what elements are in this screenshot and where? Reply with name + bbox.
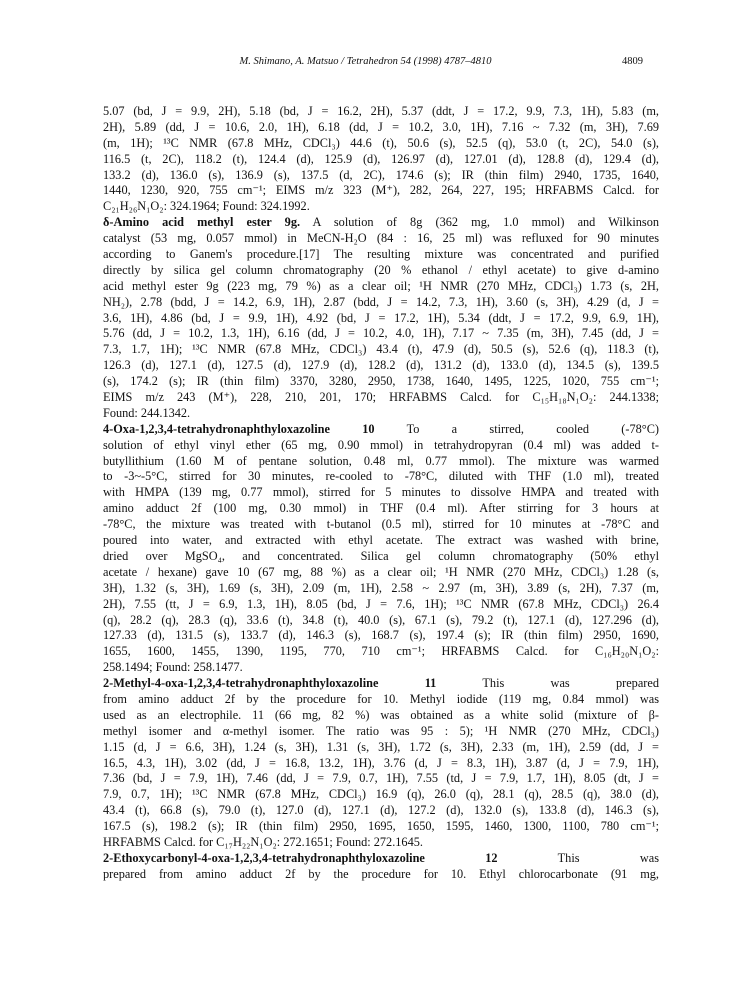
- body-line: [103, 787, 659, 803]
- line-text: (m, 1H); ¹³C NMR (67.8 MHz, CDCl₃) 44.6 (t), 50.6 (s), 52.5 (q), 53.0 (t, 2C), 54.0 (s),: [103, 135, 659, 150]
- body-line: [103, 819, 659, 835]
- section-heading-line: [103, 215, 659, 231]
- line-text: amino adduct 2f (100 mg, 0.30 mmol) in THF (0.4 ml). After stirring for 3 hours at: [103, 501, 659, 516]
- line-text: 3.6, 1H), 4.86 (bd, J = 9.9, 1H), 4.92 (bd, J = 17.2, 1H), 5.34 (ddt, J = 17.2, 9.9, 6.9, 1H),: [103, 310, 659, 325]
- line-text: EIMS m/z 243 (M⁺), 228, 210, 201, 170; HRFABMS Calcd. for C₁₅H₁₈N₁O₂: 244.1338;: [103, 390, 659, 405]
- body-line: [103, 756, 659, 772]
- compound-heading: 4-Oxa-1,2,3,4-tetrahydronaphthyloxazoline 10: [103, 421, 375, 436]
- line-text: 7.9, 0.7, 1H); ¹³C NMR (67.8 MHz, CDCl₃) 16.9 (q), 26.0 (q), 28.1 (q), 28.5 (q), 38.0 (d),: [103, 787, 659, 802]
- body-line: [103, 724, 659, 740]
- body-line: [103, 613, 659, 629]
- line-text: 5.76 (dd, J = 10.2, 1.3, 1H), 6.16 (dd, J = 10.2, 4.0, 1H), 7.17 ~ 7.35 (m, 3H), 7.45 (dd, J =: [103, 326, 659, 341]
- body-line: [103, 438, 659, 454]
- line-text: prepared from amino adduct 2f by the procedure for 10. Ethyl chlorocarbonate (91 mg,: [103, 866, 659, 881]
- line-text: according to Ganem's procedure.[17] The resulting mixture was concentrated and purified: [103, 247, 659, 262]
- line-text: from amino adduct 2f by the procedure for 10. Methyl iodide (119 mg, 0.84 mmol) was: [103, 691, 659, 706]
- line-text: butyllithium (1.60 M of pentane solution, 0.48 ml, 0.77 mmol). The mixture was warmed: [103, 453, 659, 468]
- page-number: 4809: [622, 56, 643, 67]
- line-text: 2H), 5.89 (dd, J = 10.6, 2.0, 1H), 6.18 (dd, J = 10.2, 3.0, 1H), 7.16 ~ 7.32 (m, 3H), 7.69: [103, 119, 659, 134]
- body-line: [103, 485, 659, 501]
- line-text: HRFABMS Calcd. for C₁₇H₂₂N₁O₂: 272.1651; Found: 272.1645.: [103, 834, 423, 849]
- compound-heading: δ-Amino acid methyl ester 9g.: [103, 215, 301, 230]
- line-text: C₂₁H₂₆N₁O₂: 324.1964; Found: 324.1992.: [103, 199, 310, 214]
- body-line: [103, 342, 659, 358]
- body-line: [103, 120, 659, 136]
- body-line: [103, 247, 659, 263]
- line-text: methyl isomer and α-methyl isomer. The ratio was 95 : 5); ¹H NMR (270 MHz, CDCl₃): [103, 723, 659, 738]
- body-line: [103, 374, 659, 390]
- compound-heading: 2-Ethoxycarbonyl-4-oxa-1,2,3,4-tetrahydronaphthyloxazoline 12: [103, 850, 498, 865]
- journal-citation: M. Shimano, A. Matsuo / Tetrahedron 54 (1998) 4787–4810: [239, 56, 492, 67]
- body-line: [103, 517, 659, 533]
- body-line: [103, 501, 659, 517]
- body-line: [103, 311, 659, 327]
- line-text: 133.2 (d), 136.0 (s), 136.9 (s), 137.5 (d, 2C), 174.6 (s); IR (thin film) 2940, 1735, 1640,: [103, 167, 659, 182]
- line-text: 1440, 1230, 920, 755 cm⁻¹; EIMS m/z 323 (M⁺), 282, 264, 227, 195; HRFABMS Calcd. for: [103, 183, 659, 198]
- line-text: 126.3 (d), 127.1 (d), 127.5 (d), 127.9 (d), 128.2 (d), 131.2 (d), 133.0 (d), 134.5 (s), 139.5: [103, 358, 659, 373]
- line-text: -78°C, the mixture was treated with t-butanol (0.5 ml), stirred for 10 minutes at -78°C and: [103, 517, 659, 532]
- body-line: [103, 597, 659, 613]
- body-line: [103, 326, 659, 342]
- line-text: (s), 174.2 (s); IR (thin film) 3370, 3280, 2950, 1738, 1640, 1495, 1225, 1020, 755 cm⁻¹;: [103, 374, 659, 389]
- body-line: [103, 708, 659, 724]
- body-line: [103, 771, 659, 787]
- body-line: [103, 168, 659, 184]
- line-text: 258.1494; Found: 258.1477.: [103, 660, 243, 675]
- line-text: 5.07 (bd, J = 9.9, 2H), 5.18 (bd, J = 16.2, 2H), 5.37 (ddt, J = 17.2, 9.9, 7.3, 1H), 5.83 (m,: [103, 104, 659, 118]
- body-line: [103, 295, 659, 311]
- line-text: dried over MgSO₄, and concentrated. Silica gel column chromatography (50% ethyl: [103, 548, 659, 563]
- body-line: [103, 390, 659, 406]
- line-text: A solution of 8g (362 mg, 1.0 mmol) and Wilkinson: [300, 215, 659, 230]
- body-line: [103, 533, 659, 549]
- line-text: acetate / hexane) gave 10 (67 mg, 88 %) as a clear oil; ¹H NMR (270 MHz, CDCl₃) 1.28 (s,: [103, 564, 659, 579]
- line-text: 167.5 (s), 198.2 (s); IR (thin film) 2950, 1695, 1650, 1595, 1460, 1300, 1100, 780 cm⁻¹;: [103, 819, 659, 834]
- section-heading-line: [103, 422, 659, 438]
- line-text: with HMPA (139 mg, 0.77 mmol), stirred for 5 minutes to dissolve HMPA and treated with: [103, 485, 659, 500]
- body-line: [103, 549, 659, 565]
- running-head: [0, 56, 731, 72]
- body-line: [103, 565, 659, 581]
- line-text: 1655, 1600, 1455, 1390, 1195, 770, 710 cm⁻¹; HRFABMS Calcd. for C₁₆H₂₀N₁O₂:: [103, 644, 659, 659]
- line-text: 7.36 (bd, J = 7.9, 1H), 7.46 (dd, J = 7.9, 0.7, 1H), 7.55 (td, J = 7.9, 1.7, 1H), 8.05 (dt, J =: [103, 771, 659, 786]
- line-text: 127.33 (d), 131.5 (s), 133.7 (d), 146.3 (s), 168.7 (s), 197.4 (s); IR (thin film) 2950, 1690,: [103, 628, 659, 643]
- body-line: [103, 803, 659, 819]
- line-text: Found: 244.1342.: [103, 405, 191, 420]
- section-heading-line: [103, 851, 659, 867]
- body-line: [103, 104, 659, 120]
- line-text: solution of ethyl vinyl ether (65 mg, 0.90 mmol) in tetrahydropyran (0.4 ml) was added t-: [103, 437, 659, 452]
- line-text: To a stirred, cooled (-78°C): [374, 421, 659, 436]
- body-line: [103, 628, 659, 644]
- body-line: [103, 199, 659, 215]
- line-text: This was: [497, 850, 659, 865]
- section-heading-line: [103, 676, 659, 692]
- line-text: This was prepared: [436, 676, 659, 691]
- line-text: acid methyl ester 9g (223 mg, 79 %) as a clear oil; ¹H NMR (270 MHz, CDCl₃) 1.73 (s, 2H,: [103, 278, 659, 293]
- body-line: [103, 867, 659, 883]
- line-text: NH₂), 2.78 (bdd, J = 14.2, 6.9, 1H), 2.87 (bdd, J = 14.2, 7.3, 1H), 3.60 (s, 3H), 4.29 (d, J =: [103, 294, 659, 309]
- body-line: [103, 136, 659, 152]
- line-text: 2H), 7.55 (tt, J = 6.9, 1.3, 1H), 8.05 (bd, J = 7.6, 1H); ¹³C NMR (67.8 MHz, CDCl₃) 26.4: [103, 596, 659, 611]
- body-text: [103, 104, 659, 883]
- line-text: (q), 28.2 (q), 28.3 (q), 33.6 (t), 34.8 (t), 40.0 (s), 67.1 (s), 79.2 (t), 127.1 (d), 127.296 (d),: [103, 612, 659, 627]
- line-text: 7.3, 1.7, 1H); ¹³C NMR (67.8 MHz, CDCl₃) 43.4 (t), 47.9 (d), 50.5 (s), 52.6 (q), 118.3 (t),: [103, 342, 659, 357]
- body-line: [103, 469, 659, 485]
- body-line: [103, 660, 659, 676]
- body-line: [103, 740, 659, 756]
- line-text: 1.15 (d, J = 6.6, 3H), 1.24 (s, 3H), 1.31 (s, 3H), 1.72 (s, 3H), 2.33 (m, 1H), 2.59 (dd, J =: [103, 739, 659, 754]
- line-text: poured into water, and extracted with ethyl acetate. The extract was washed with brine,: [103, 533, 659, 548]
- body-line: [103, 183, 659, 199]
- body-line: [103, 279, 659, 295]
- body-line: [103, 358, 659, 374]
- line-text: 43.4 (t), 66.8 (s), 79.0 (t), 127.0 (d), 127.1 (d), 127.2 (d), 132.0 (s), 133.8 (d), 146.3 (s),: [103, 803, 659, 818]
- line-text: 16.5, 4.3, 1H), 3.02 (dd, J = 16.8, 13.2, 1H), 3.76 (d, J = 8.3, 1H), 3.87 (d, J = 7.9, 1H),: [103, 755, 659, 770]
- body-line: [103, 263, 659, 279]
- compound-heading: 2-Methyl-4-oxa-1,2,3,4-tetrahydronaphthyloxazoline 11: [103, 676, 437, 691]
- body-line: [103, 644, 659, 660]
- body-line: [103, 152, 659, 168]
- line-text: to -3~-5°C, stirred for 30 minutes, re-cooled to -78°C, diluted with THF (1.0 ml), treated: [103, 469, 659, 484]
- body-line: [103, 231, 659, 247]
- line-text: catalyst (53 mg, 0.057 mmol) in MeCN-H₂O (84 : 16, 25 ml) was refluxed for 90 minutes: [103, 231, 659, 246]
- line-text: used as an electrophile. 11 (66 mg, 82 %) was obtained as a white solid (mixture of β-: [103, 707, 659, 722]
- body-line: [103, 835, 659, 851]
- body-line: [103, 581, 659, 597]
- body-line: [103, 406, 659, 422]
- body-line: [103, 454, 659, 470]
- line-text: 3H), 1.32 (s, 3H), 1.69 (s, 3H), 2.09 (m, 1H), 2.58 ~ 2.97 (m, 3H), 3.89 (s, 2H), 7.37 (m,: [103, 580, 659, 595]
- line-text: 116.5 (t, 2C), 118.2 (t), 124.4 (d), 125.9 (d), 126.97 (d), 127.01 (d), 128.8 (d), 129.4 (d),: [103, 151, 659, 166]
- line-text: directly by silica gel column chromatography (20 % ethanol / ethyl acetate) to give d-amino: [103, 262, 659, 277]
- body-line: [103, 692, 659, 708]
